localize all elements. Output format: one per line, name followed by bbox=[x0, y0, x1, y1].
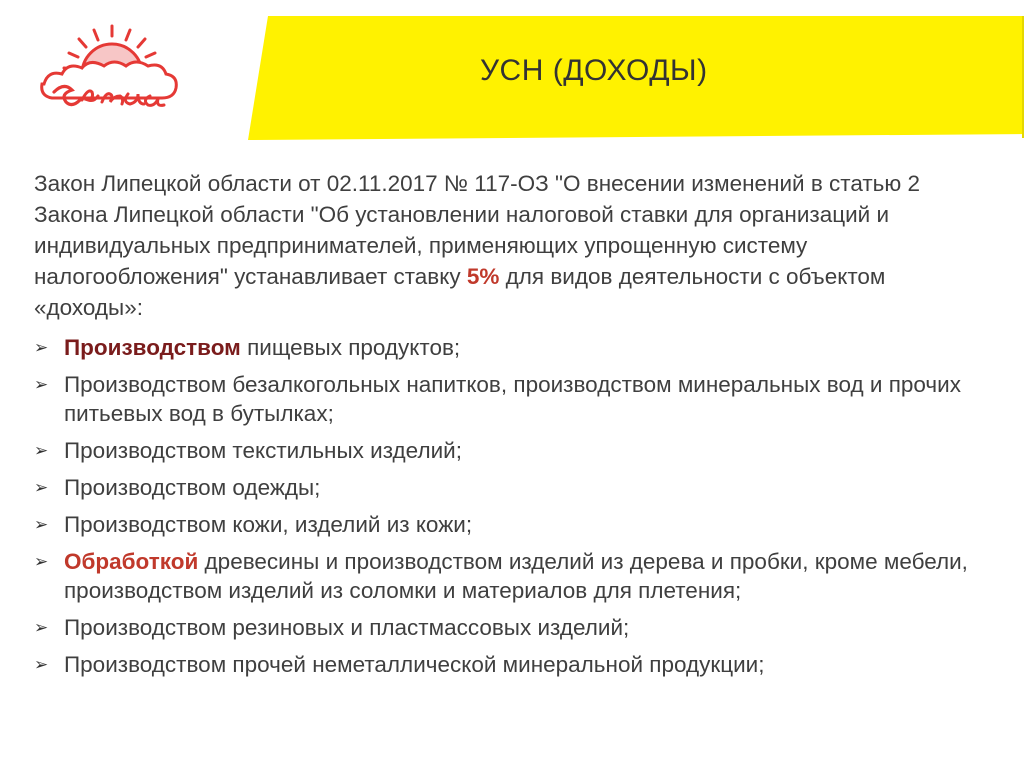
arrow-bullet-icon: ➢ bbox=[34, 338, 49, 357]
list-item bbox=[34, 333, 1009, 362]
arrow-bullet-icon: ➢ bbox=[34, 618, 49, 637]
list-item-text: Производством безалкогольных напитков, производством минеральных вод и прочих питьевых вод в бутылках; bbox=[64, 372, 961, 426]
page-title: УСН (ДОХОДЫ) bbox=[480, 54, 708, 87]
list-item bbox=[34, 510, 1009, 539]
list-item-text: древесины и производством изделий из дерева и пробки, кроме мебели, производством изделий из соломки и материалов для плетения; bbox=[64, 549, 968, 603]
list-item-text: Производством кожи, изделий из кожи; bbox=[64, 512, 473, 537]
list-item bbox=[34, 370, 1009, 428]
arrow-bullet-icon: ➢ bbox=[34, 478, 49, 497]
company-logo bbox=[38, 22, 186, 118]
arrow-bullet-icon: ➢ bbox=[34, 552, 49, 571]
list-item-text: Производством резиновых и пластмассовых изделий; bbox=[64, 615, 630, 640]
list-item bbox=[34, 650, 1009, 679]
list-item-bold: Производством bbox=[64, 335, 241, 360]
list-item bbox=[34, 613, 1009, 642]
list-item bbox=[34, 436, 1009, 465]
intro-text-end: для видов деятельности с объектом «доходы»: bbox=[34, 264, 886, 320]
intro-text: Закон Липецкой области от 02.11.2017 № 117-ОЗ "О внесении изменений в статью 2 Закона Липецкой области "Об установлении налоговой ставки для организаций и индивидуальных предпринимателей, применяющих упрощенную систему налогообложения" устанавливает ставку bbox=[34, 171, 921, 289]
list-item-text: Производством текстильных изделий; bbox=[64, 438, 462, 463]
list-item-bold: Обработкой bbox=[64, 549, 199, 574]
tax-rate: 5% bbox=[466, 264, 500, 289]
list-item bbox=[34, 473, 1009, 502]
sun-cloud-logo-icon bbox=[38, 22, 186, 118]
intro-paragraph bbox=[34, 168, 994, 323]
activities-list bbox=[34, 333, 1009, 687]
arrow-bullet-icon: ➢ bbox=[34, 375, 49, 394]
list-item-text: пищевых продуктов; bbox=[240, 335, 461, 360]
list-item-text: Производством одежды; bbox=[64, 475, 321, 500]
arrow-bullet-icon: ➢ bbox=[34, 655, 49, 674]
arrow-bullet-icon: ➢ bbox=[34, 441, 49, 460]
list-item bbox=[34, 547, 1009, 605]
arrow-bullet-icon: ➢ bbox=[34, 515, 49, 534]
list-item-text: Производством прочей неметаллической минеральной продукции; bbox=[64, 652, 765, 677]
